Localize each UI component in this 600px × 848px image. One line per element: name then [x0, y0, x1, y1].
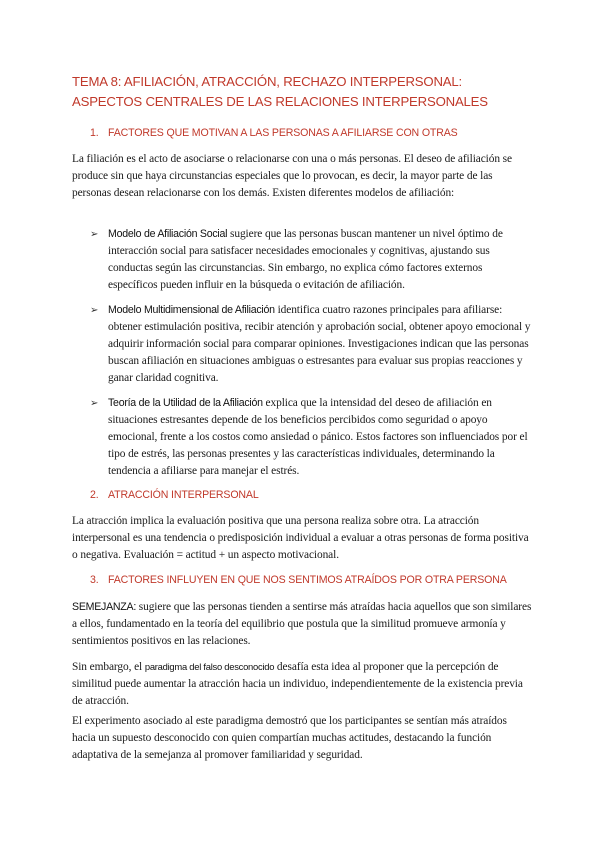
bullet-teoria-utilidad: [90, 395, 532, 480]
bullet-body: explica que la intensidad del deseo de afiliación en situaciones estresantes depende de los beneficios percibidos como seguridad o apoyo emocional, frente a los costos como ansiedad o pánico. Estos factores son influenciados por el tipo de estrés, las personas presentes y las características individuales, determinando la tendencia a afiliarse para manejar el estrés.: [108, 397, 528, 477]
bullet-text: [108, 302, 532, 387]
falso-desconocido-after: desafía esta idea al proponer que la percepción de similitud puede aumentar la atracción hacia un individuo, independientemente de la existencia previa de atracción.: [72, 661, 523, 707]
section-3-title: FACTORES INFLUYEN EN QUE NOS SENTIMOS ATRAÍDOS POR OTRA PERSONA: [108, 574, 507, 586]
bullet-term: Modelo de Afiliación Social: [108, 228, 228, 240]
bullet-term: Teoría de la Utilidad de la Afiliación: [108, 397, 263, 409]
section-2-title: ATRACCIÓN INTERPERSONAL: [108, 489, 259, 501]
arrow-right-icon: ➢: [90, 305, 99, 316]
falso-desconocido-paragraph: [72, 658, 532, 710]
bullet-text: [108, 226, 532, 294]
bullet-body: sugiere que las personas buscan mantener un nivel óptimo de interacción social para satisfacer necesidades emocionales y cognitivas, ajustando sus conductas según las circunstancias. Sin embargo, no explica cómo factores externos específicos pueden influir en la búsqueda o evitación de afiliación.: [108, 228, 503, 291]
arrow-right-icon: ➢: [90, 398, 99, 409]
bullet-modelo-multidimensional: [90, 302, 532, 387]
bullet-term: Modelo Multidimensional de Afiliación: [108, 304, 275, 316]
semejanza-text: sugiere que las personas tienden a sentirse más atraídas hacia aquellos que son similares a ellos, fundamentado en la teoría del equilibrio que postula que la similitud promueve armonía y sentimientos positivos en las relaciones.: [72, 601, 532, 647]
section-2-text: La atracción implica la evaluación positiva que una persona realiza sobre otra. La atracción interpersonal es una tendencia o predisposición individual a evaluar a otras personas de forma positiva o negativa. Evaluación = actitud + un aspecto motivacional.: [72, 515, 529, 561]
section-3-heading: [90, 573, 507, 587]
bullet-body: identifica cuatro razones principales para afiliarse: obtener estimulación positiva, recibir atención y aprobación social, obtener apoyo emocional y adquirir información social para comparar opiniones. Investigaciones indican que las personas buscan afiliación en situaciones ambiguas o estresantes para evaluar sus propias reacciones y ganar claridad cognitiva.: [108, 304, 531, 384]
semejanza-term: SEMEJANZA:: [72, 601, 137, 613]
section-1-title: FACTORES QUE MOTIVAN A LAS PERSONAS A AFILIARSE CON OTRAS: [108, 127, 458, 139]
section-1-intro: La filiación es el acto de asociarse o relacionarse con una o más personas. El deseo de afiliación se produce sin que haya circunstancias especiales que lo provocan, es decir, la mayor parte de las personas desean relacionarse con los demás. Existen diferentes modelos de afiliación:: [72, 153, 512, 199]
document-title: TEMA 8: AFILIACIÓN, ATRACCIÓN, RECHAZO INTERPERSONAL: ASPECTOS CENTRALES DE LAS RELACIONES INTERPERSONALES: [72, 74, 488, 109]
section-1-number: 1.: [90, 127, 99, 139]
experimento-paragraph: El experimento asociado al este paradigma demostró que los participantes se sentían más atraídos hacia un supuesto desconocido con quien compartían muchas actitudes, destacando la función adaptativa de la semejanza al promover familiaridad y seguridad.: [72, 715, 507, 761]
section-2-heading: [90, 488, 259, 502]
section-1-heading: [90, 126, 458, 140]
falso-desconocido-before: Sin embargo, el: [72, 661, 145, 673]
bullet-modelo-afiliacion-social: [90, 226, 532, 294]
bullet-text: [108, 395, 532, 480]
falso-desconocido-term: paradigma del falso desconocido: [144, 661, 275, 672]
arrow-right-icon: ➢: [90, 229, 99, 240]
section-2-number: 2.: [90, 489, 99, 501]
semejanza-paragraph: [72, 599, 532, 650]
section-3-number: 3.: [90, 574, 99, 586]
